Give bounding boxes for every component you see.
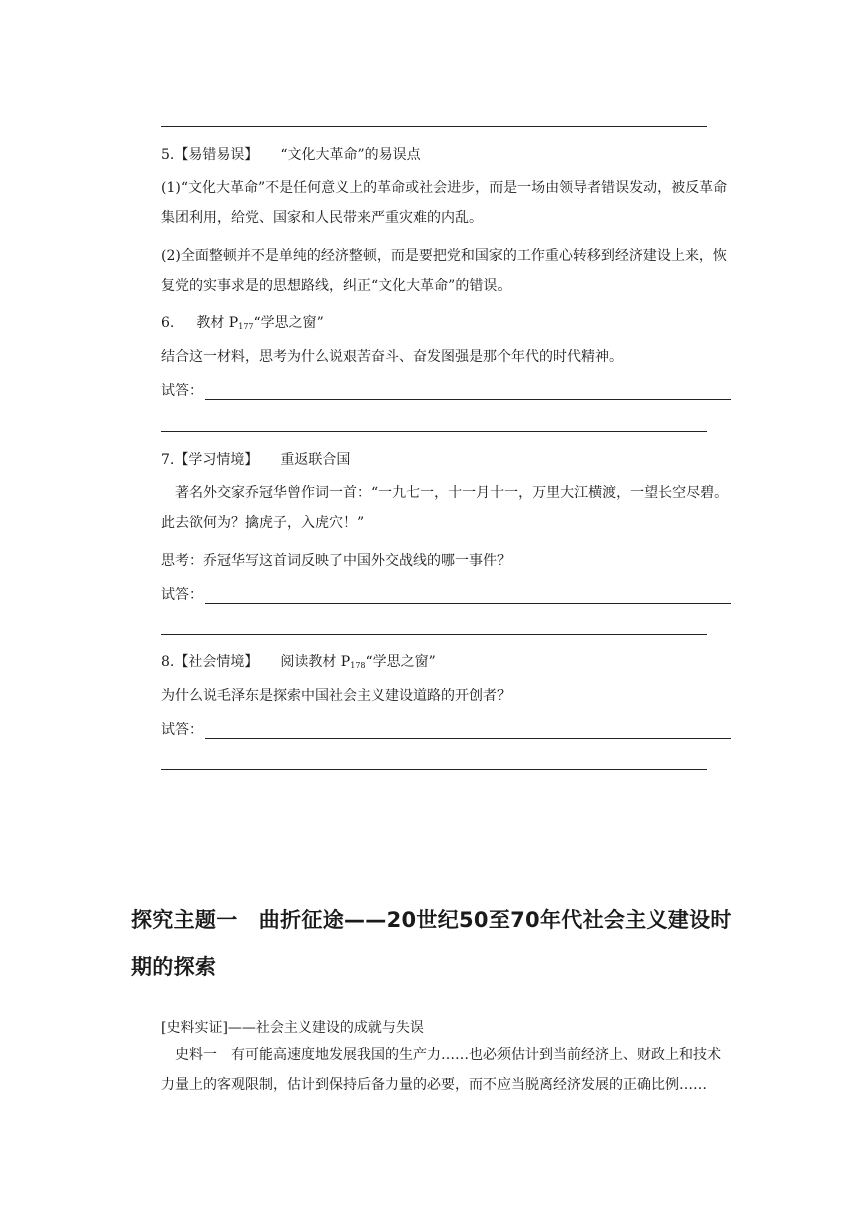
- q7-paragraph: 著名外交家乔冠华曾作词一首：“一九七一，十一月十一，万里大江横渡，一望长空尽碧。此去欲何为？擒虎子，入虎穴！”: [161, 485, 729, 531]
- q8-text: 阅读教材 P: [280, 654, 351, 670]
- q6-prompt: 结合这一材料，思考为什么说艰苦奋斗、奋发图强是那个年代的时代精神。: [161, 349, 623, 365]
- q8-window-title: “学思之窗”: [365, 654, 436, 670]
- q7-answer-line-2[interactable]: [161, 634, 707, 635]
- source-1: 史料一 有可能高速度地发展我国的生产力……也必须估计到当前经济上、财政上和技术力量上的客观限制，估计到保持后备力量的必要，而不应当脱离经济发展的正确比例……: [161, 1047, 721, 1093]
- q6-window-title: “学思之窗”: [253, 315, 324, 331]
- section-subhead: [史料实证]——社会主义建设的成就与失误: [161, 1020, 424, 1036]
- q7-tag: 【学习情境】: [174, 452, 259, 468]
- q7-answer-field[interactable]: [205, 585, 731, 604]
- q5-paragraph-2: (2)全面整顿并不是单纯的经济整顿，而是要把党和国家的工作重心转移到经济建设上来，恢复党的实事求是的思想路线，纠正“文化大革命”的错误。: [161, 248, 727, 294]
- q8-answer-field[interactable]: [205, 720, 731, 739]
- q5-paragraph-1: (1)“文化大革命”不是任何意义上的革命或社会进步，而是一场由领导者错误发动，被反革命集团利用，给党、国家和人民带来严重灾难的内乱。: [161, 180, 728, 226]
- q6-answer-line-2[interactable]: [161, 431, 707, 432]
- q7-number: 7.: [161, 452, 175, 468]
- q8-answer-line-2[interactable]: [161, 769, 707, 770]
- q8-header: [161, 653, 436, 675]
- answer-line: [161, 126, 707, 127]
- q7-header: [161, 451, 350, 470]
- q6-number: 6.: [161, 315, 175, 331]
- q7-answer-row: [161, 585, 731, 605]
- q6-page-subscript: 177: [238, 322, 254, 331]
- q5-title: “文化大革命”的易误点: [280, 147, 421, 163]
- q5-tag: 【易错易误】: [174, 147, 259, 163]
- q8-tag: 【社会情境】: [174, 654, 259, 670]
- q5-header: [161, 146, 421, 165]
- q8-answer-label: 试答：: [161, 722, 203, 738]
- q5-number: 5.: [161, 147, 175, 163]
- q8-answer-row: [161, 720, 731, 740]
- q7-prompt: 思考：乔冠华写这首词反映了中国外交战线的哪一事件？: [161, 553, 511, 569]
- section-heading: 探究主题一 曲折征途——20世纪50至70年代社会主义建设时期的探索: [131, 908, 732, 979]
- q6-header: [161, 314, 324, 336]
- q6-text: 教材 P: [196, 315, 239, 331]
- q7-title: 重返联合国: [280, 452, 351, 468]
- q8-prompt: 为什么说毛泽东是探索中国社会主义建设道路的开创者？: [161, 688, 511, 704]
- q8-page-subscript: 178: [350, 661, 366, 670]
- q8-number: 8.: [161, 654, 175, 670]
- q6-answer-row: [161, 381, 731, 401]
- q6-answer-label: 试答：: [161, 383, 203, 399]
- q6-answer-field[interactable]: [205, 381, 731, 400]
- q7-answer-label: 试答：: [161, 587, 203, 603]
